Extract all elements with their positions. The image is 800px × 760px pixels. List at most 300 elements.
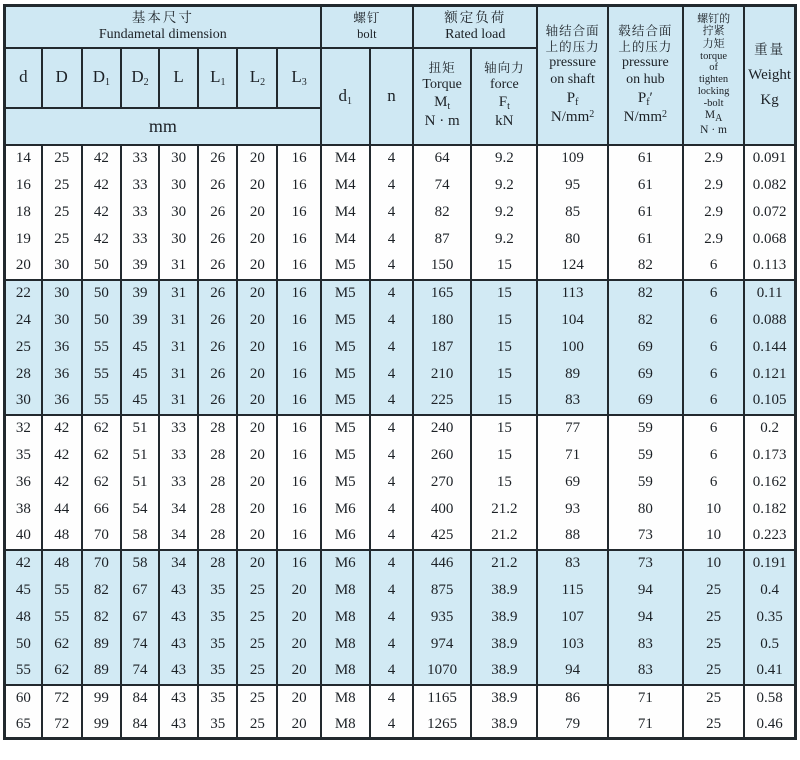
table-cell: 20	[237, 253, 277, 280]
table-cell: 94	[608, 577, 683, 604]
table-cell: 26	[198, 226, 237, 253]
table-cell: 25	[683, 685, 744, 712]
table-cell: 1165	[413, 685, 471, 712]
table-cell: 80	[537, 226, 607, 253]
table-row	[5, 307, 796, 334]
table-cell: 6	[683, 280, 744, 307]
table-cell: 6	[683, 334, 744, 361]
table-cell: 38	[5, 496, 42, 523]
table-cell: 38.9	[471, 712, 537, 739]
table-row	[5, 496, 796, 523]
table-cell: 30	[159, 199, 198, 226]
table-cell: 26	[198, 199, 237, 226]
col-header-axial-force	[471, 48, 537, 145]
table-cell: 26	[198, 253, 237, 280]
table-cell: 16	[277, 550, 320, 577]
table-cell: 69	[608, 361, 683, 388]
table-cell: 2.9	[683, 226, 744, 253]
table-row	[5, 280, 796, 307]
basic-dimension-en: Fundametal dimension	[98, 26, 227, 42]
table-cell: 28	[198, 415, 237, 442]
table-cell: 83	[537, 550, 607, 577]
table-cell: 4	[370, 226, 413, 253]
spec-table	[3, 4, 797, 740]
table-cell: 54	[121, 496, 159, 523]
table-header	[5, 6, 796, 145]
pressure-hub-en-line2: on hub	[626, 72, 665, 87]
table-cell: 62	[42, 631, 82, 658]
table-cell: 45	[5, 577, 42, 604]
table-cell: 16	[277, 442, 320, 469]
table-cell: 70	[82, 523, 121, 550]
table-cell: 62	[82, 442, 121, 469]
table-cell: 69	[608, 388, 683, 415]
table-cell: M8	[321, 577, 370, 604]
table-cell: 0.46	[744, 712, 795, 739]
table-cell: 32	[5, 415, 42, 442]
table-cell: 71	[537, 442, 607, 469]
torque-zh: 扭矩	[428, 60, 456, 75]
table-cell: 4	[370, 253, 413, 280]
tighten-en-line4: locking	[697, 85, 730, 97]
table-cell: 55	[42, 577, 82, 604]
col-header-L3: $L_3$	[277, 48, 320, 108]
table-cell: 20	[237, 199, 277, 226]
rated-load-zh: 额定负荷	[444, 9, 507, 25]
table-cell: 31	[159, 280, 198, 307]
table-cell: 15	[471, 469, 537, 496]
table-cell: 6	[683, 361, 744, 388]
table-cell: 39	[121, 253, 159, 280]
table-cell: 9.2	[471, 172, 537, 199]
table-cell: 83	[537, 388, 607, 415]
col-header-d1: $d_1$	[321, 48, 370, 145]
table-row	[5, 550, 796, 577]
table-cell: 30	[159, 226, 198, 253]
table-cell: 72	[42, 685, 82, 712]
table-cell: 4	[370, 631, 413, 658]
table-cell: 20	[237, 469, 277, 496]
table-row	[5, 658, 796, 685]
table-cell: 20	[237, 307, 277, 334]
table-cell: 103	[537, 631, 607, 658]
table-cell: 83	[608, 631, 683, 658]
table-cell: 0.11	[744, 280, 795, 307]
pressure-hub-en-line1: pressure	[622, 55, 669, 71]
rated-load-en: Rated load	[445, 26, 506, 42]
table-cell: 30	[5, 388, 42, 415]
torque-symbol: $M_t$	[434, 94, 451, 113]
col-header-L2: $L_2$	[237, 48, 277, 108]
table-cell: 58	[121, 550, 159, 577]
table-cell: 4	[370, 496, 413, 523]
pressure-shaft-zh-line2: 上的压力	[545, 39, 600, 54]
table-cell: 99	[82, 685, 121, 712]
table-cell: 38.9	[471, 577, 537, 604]
table-cell: 62	[82, 469, 121, 496]
table-cell: M8	[321, 712, 370, 739]
table-cell: 48	[42, 523, 82, 550]
table-cell: 55	[82, 334, 121, 361]
table-cell: 26	[198, 145, 237, 172]
table-cell: 21.2	[471, 523, 537, 550]
table-cell: 124	[537, 253, 607, 280]
table-cell: 15	[471, 442, 537, 469]
table-cell: 82	[413, 199, 471, 226]
table-cell: 66	[82, 496, 121, 523]
table-cell: 39	[121, 280, 159, 307]
table-cell: 4	[370, 577, 413, 604]
table-cell: M5	[321, 442, 370, 469]
table-cell: 4	[370, 604, 413, 631]
table-cell: 20	[237, 334, 277, 361]
table-cell: 58	[121, 523, 159, 550]
table-cell: 10	[683, 496, 744, 523]
table-cell: 43	[159, 685, 198, 712]
table-cell: 20	[5, 253, 42, 280]
table-body	[5, 145, 796, 739]
col-header-pressure-on-hub	[608, 6, 683, 145]
table-cell: 28	[5, 361, 42, 388]
table-cell: 0.173	[744, 442, 795, 469]
table-cell: 28	[198, 523, 237, 550]
table-cell: 21.2	[471, 550, 537, 577]
pressure-hub-zh-line2: 上的压力	[618, 39, 673, 54]
table-cell: 4	[370, 334, 413, 361]
table-cell: 33	[121, 145, 159, 172]
table-cell: 84	[121, 712, 159, 739]
table-cell: 50	[82, 307, 121, 334]
table-cell: 4	[370, 280, 413, 307]
table-cell: 82	[608, 280, 683, 307]
table-cell: 4	[370, 145, 413, 172]
table-cell: 36	[42, 388, 82, 415]
table-cell: 9.2	[471, 145, 537, 172]
basic-dimension-zh: 基本尺寸	[131, 9, 194, 25]
table-cell: 150	[413, 253, 471, 280]
table-row	[5, 253, 796, 280]
table-cell: M8	[321, 604, 370, 631]
table-cell: 20	[237, 280, 277, 307]
table-cell: 16	[277, 334, 320, 361]
table-row	[5, 415, 796, 442]
table-row	[5, 631, 796, 658]
table-cell: 25	[42, 226, 82, 253]
table-cell: 73	[608, 550, 683, 577]
table-cell: 99	[82, 712, 121, 739]
table-cell: 15	[471, 280, 537, 307]
table-cell: 35	[198, 631, 237, 658]
table-cell: 4	[370, 307, 413, 334]
table-cell: 28	[198, 496, 237, 523]
table-cell: 20	[237, 361, 277, 388]
table-cell: 187	[413, 334, 471, 361]
table-cell: 6	[683, 307, 744, 334]
table-cell: 35	[5, 442, 42, 469]
table-cell: 26	[198, 388, 237, 415]
table-cell: 50	[82, 253, 121, 280]
table-cell: 30	[42, 253, 82, 280]
table-cell: 51	[121, 442, 159, 469]
table-cell: 0.4	[744, 577, 795, 604]
table-cell: 71	[608, 685, 683, 712]
table-cell: 74	[121, 658, 159, 685]
table-cell: 25	[683, 631, 744, 658]
table-cell: 16	[277, 307, 320, 334]
table-cell: 25	[683, 712, 744, 739]
table-cell: 33	[121, 199, 159, 226]
header-bolt	[321, 6, 413, 48]
table-row	[5, 172, 796, 199]
table-cell: M6	[321, 523, 370, 550]
table-cell: M4	[321, 199, 370, 226]
table-cell: 4	[370, 685, 413, 712]
table-cell: 34	[159, 523, 198, 550]
table-cell: 86	[537, 685, 607, 712]
header-unit-mm: mm	[5, 108, 321, 145]
pressure-hub-symbol: $P_f'$	[637, 89, 653, 108]
table-cell: 38.9	[471, 604, 537, 631]
table-cell: 67	[121, 577, 159, 604]
table-cell: 42	[5, 550, 42, 577]
table-cell: 4	[370, 712, 413, 739]
table-cell: M8	[321, 658, 370, 685]
table-cell: 425	[413, 523, 471, 550]
table-cell: 38.9	[471, 685, 537, 712]
table-cell: 39	[121, 307, 159, 334]
table-cell: 30	[42, 307, 82, 334]
table-cell: 4	[370, 550, 413, 577]
force-symbol: $F_t$	[498, 94, 510, 113]
table-cell: 225	[413, 388, 471, 415]
table-cell: 25	[237, 658, 277, 685]
table-cell: 28	[198, 469, 237, 496]
bolt-zh: 螺钉	[353, 11, 381, 26]
table-cell: 4	[370, 523, 413, 550]
table-cell: 83	[608, 658, 683, 685]
table-cell: 42	[42, 469, 82, 496]
table-cell: M4	[321, 226, 370, 253]
table-cell: 25	[237, 604, 277, 631]
force-unit: kN	[495, 113, 514, 130]
table-row	[5, 145, 796, 172]
table-cell: 14	[5, 145, 42, 172]
table-cell: 28	[198, 550, 237, 577]
table-cell: 6	[683, 442, 744, 469]
table-cell: 9.2	[471, 199, 537, 226]
table-cell: 50	[5, 631, 42, 658]
table-cell: 31	[159, 307, 198, 334]
table-cell: 85	[537, 199, 607, 226]
col-header-tighten-torque	[683, 6, 744, 145]
torque-en: Torque	[422, 76, 462, 92]
table-cell: 42	[42, 415, 82, 442]
table-cell: 59	[608, 469, 683, 496]
table-cell: 42	[42, 442, 82, 469]
table-cell: 82	[82, 577, 121, 604]
table-cell: M4	[321, 172, 370, 199]
table-cell: 107	[537, 604, 607, 631]
table-cell: 0.191	[744, 550, 795, 577]
table-cell: 100	[537, 334, 607, 361]
table-cell: 48	[42, 550, 82, 577]
tighten-zh-line1: 螺钉的	[697, 12, 731, 25]
table-row	[5, 712, 796, 739]
table-cell: 16	[277, 415, 320, 442]
table-cell: 60	[5, 685, 42, 712]
table-cell: 82	[608, 307, 683, 334]
table-cell: 82	[82, 604, 121, 631]
table-cell: 6	[683, 253, 744, 280]
table-cell: 74	[413, 172, 471, 199]
table-cell: 36	[42, 361, 82, 388]
table-cell: 2.9	[683, 145, 744, 172]
table-cell: 35	[198, 658, 237, 685]
table-cell: 40	[5, 523, 42, 550]
table-cell: 26	[198, 172, 237, 199]
table-cell: 16	[277, 226, 320, 253]
table-cell: 33	[121, 226, 159, 253]
table-cell: 33	[121, 172, 159, 199]
table-cell: 0.088	[744, 307, 795, 334]
table-cell: 20	[277, 631, 320, 658]
table-cell: 35	[198, 712, 237, 739]
table-cell: 4	[370, 415, 413, 442]
table-cell: 33	[159, 469, 198, 496]
table-cell: 20	[277, 685, 320, 712]
col-header-D: D	[42, 48, 82, 108]
pressure-shaft-en-line2: on shaft	[550, 72, 595, 87]
table-cell: 1070	[413, 658, 471, 685]
table-cell: 260	[413, 442, 471, 469]
table-cell: 30	[42, 280, 82, 307]
table-cell: 50	[82, 280, 121, 307]
force-en: force	[489, 76, 519, 92]
table-cell: 25	[237, 631, 277, 658]
table-cell: 55	[82, 361, 121, 388]
table-cell: 42	[82, 172, 121, 199]
table-cell: 20	[277, 604, 320, 631]
table-cell: 28	[198, 442, 237, 469]
tighten-symbol: $M_A$	[704, 109, 723, 125]
table-cell: 935	[413, 604, 471, 631]
table-cell: 4	[370, 658, 413, 685]
table-cell: 35	[198, 604, 237, 631]
col-header-D2: $D_2$	[121, 48, 159, 108]
table-cell: 59	[608, 415, 683, 442]
pressure-shaft-unit: $N/mm^2$	[550, 108, 595, 125]
tighten-en-line1: torque	[700, 50, 727, 62]
header-rated-load	[413, 6, 537, 48]
table-cell: M5	[321, 280, 370, 307]
table-cell: 0.35	[744, 604, 795, 631]
table-cell: M6	[321, 550, 370, 577]
table-cell: 4	[370, 361, 413, 388]
table-cell: 87	[413, 226, 471, 253]
table-cell: 20	[237, 523, 277, 550]
table-cell: 16	[277, 361, 320, 388]
table-cell: 0.5	[744, 631, 795, 658]
table-cell: 94	[608, 604, 683, 631]
table-cell: 0.113	[744, 253, 795, 280]
table-cell: 61	[608, 199, 683, 226]
table-cell: 25	[42, 199, 82, 226]
table-cell: M5	[321, 415, 370, 442]
table-cell: 25	[237, 712, 277, 739]
table-cell: 875	[413, 577, 471, 604]
table-row	[5, 604, 796, 631]
weight-zh: 重量	[754, 41, 786, 57]
table-cell: 25	[5, 334, 42, 361]
table-cell: 95	[537, 172, 607, 199]
table-cell: 80	[608, 496, 683, 523]
table-cell: 115	[537, 577, 607, 604]
table-cell: M5	[321, 361, 370, 388]
table-cell: 43	[159, 712, 198, 739]
table-cell: 22	[5, 280, 42, 307]
table-cell: 55	[5, 658, 42, 685]
table-cell: 25	[42, 172, 82, 199]
table-row	[5, 334, 796, 361]
table-cell: M5	[321, 334, 370, 361]
table-cell: 16	[277, 145, 320, 172]
bolt-en: bolt	[357, 27, 377, 42]
table-cell: 21.2	[471, 496, 537, 523]
table-cell: 51	[121, 415, 159, 442]
torque-unit: N · m	[424, 113, 460, 130]
table-cell: 45	[121, 334, 159, 361]
table-cell: 0.182	[744, 496, 795, 523]
col-header-d: d	[5, 48, 42, 108]
table-cell: 15	[471, 334, 537, 361]
pressure-hub-unit: $N/mm^2$	[623, 108, 668, 125]
table-row	[5, 523, 796, 550]
table-cell: 31	[159, 361, 198, 388]
table-cell: 36	[5, 469, 42, 496]
table-cell: 74	[121, 631, 159, 658]
table-cell: 9.2	[471, 226, 537, 253]
table-cell: 33	[159, 442, 198, 469]
table-row	[5, 226, 796, 253]
table-cell: 26	[198, 307, 237, 334]
table-cell: 6	[683, 388, 744, 415]
force-zh: 轴向力	[484, 60, 525, 75]
table-cell: 240	[413, 415, 471, 442]
table-cell: 20	[277, 712, 320, 739]
table-cell: M6	[321, 496, 370, 523]
table-cell: 25	[42, 145, 82, 172]
table-cell: 44	[42, 496, 82, 523]
table-cell: 65	[5, 712, 42, 739]
tighten-en-line3: tighten	[699, 74, 729, 86]
tighten-en-line2: of	[709, 62, 718, 74]
table-cell: 25	[237, 685, 277, 712]
table-cell: 48	[5, 604, 42, 631]
table-cell: 42	[82, 145, 121, 172]
table-cell: 0.082	[744, 172, 795, 199]
table-cell: 82	[608, 253, 683, 280]
table-cell: 26	[198, 334, 237, 361]
table-cell: 79	[537, 712, 607, 739]
col-header-L: L	[159, 48, 198, 108]
table-row	[5, 361, 796, 388]
table-cell: 94	[537, 658, 607, 685]
table-cell: 89	[82, 631, 121, 658]
table-cell: 16	[277, 280, 320, 307]
table-cell: 35	[198, 685, 237, 712]
table-row	[5, 442, 796, 469]
table-cell: 20	[237, 442, 277, 469]
